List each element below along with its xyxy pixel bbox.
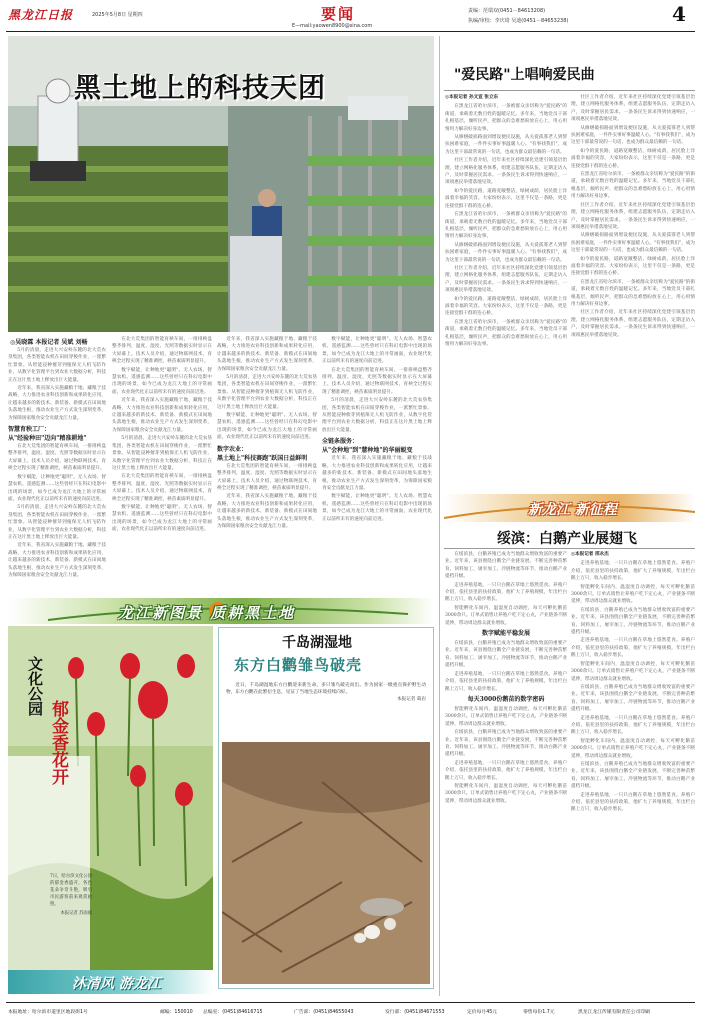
right-paragraph: 从修缮破损路面到增设便民设施，从关爱孤寡老人到帮扶困难家庭，一件件实事好事温暖人心。"有事找我们"，成为这里干部最常说的一句话，也成为群众最信赖的一句话。 <box>445 242 567 263</box>
suihua-paragraph: 智能孵化车间内，温湿度自动调控，每天可孵化鹅苗3000余只。订单式销售让养殖户吃下定心丸，产业链条不断延伸，带动周边群众就业增收。 <box>571 584 695 605</box>
suihua-paragraph: 智能孵化车间内，温湿度自动调控，每天可孵化鹅苗3000余只。订单式销售让养殖户吃下定心丸，产业链条不断延伸，带动周边群众就业增收。 <box>445 783 567 804</box>
suihua-paragraph: 走进养殖基地，一只只白鹅在草地上悠然觅食。养殖户介绍，依托县里的扶持政策，他扩大了养殖规模，年出栏白鹅上万只，收入稳步增长。 <box>445 582 567 603</box>
suihua-paragraph: 在绥滨县，白鹅养殖已成为当地群众增收致富的重要产业。近年来，该县围绕白鹅全产业链发展，不断完善种苗繁育、饲料加工、屠宰加工、冷链物流等环节，推动白鹅产业提档升级。 <box>571 607 695 636</box>
stork-photo-image <box>222 742 430 984</box>
lead-col-4 <box>322 336 432 595</box>
column-divider <box>439 36 440 996</box>
lead-paragraph: 在北大荒集团的智能育秧车间，一排排秧盘整齐排列，温度、湿度、光照等数据实时显示在大屏幕上。技术人员介绍，通过物联网技术，育秧全过程实现了精准调控，秧苗素质明显提升。 <box>112 474 212 502</box>
right-paragraph: 社区工作者介绍，近年来社区持续深化党建引领基层治理，建立网格化服务体系，组建志愿服务队伍，定期走访入户，及时掌握居民需求。一条条民生诉求得到快速响应，一项项惠民举措落地见效。 <box>571 202 695 230</box>
right-title-rule <box>444 90 695 91</box>
footer-address: 本报地址：哈尔滨市道里区地段街1号 <box>8 1010 88 1015</box>
lead-subhead: 从"会种地"到"慧种地"的华丽蜕变 <box>322 447 413 455</box>
right-byline: ◎本报记者 孙文宣 张立东 <box>445 95 499 100</box>
lead-subhead: 全链条服务： <box>322 438 359 446</box>
page-number: 4 <box>672 2 686 26</box>
lead-paragraph: 在北大荒集团的智能育秧车间，一排排秧盘整齐排列，温度、湿度、光照等数据实时显示在大屏幕上。技术人员介绍，通过物联网技术，育秧全过程实现了精准调控，秧苗素质明显提升。 <box>322 367 432 395</box>
right-paragraph: 社区工作者介绍，近年来社区持续深化党建引领基层治理，建立网格化服务体系，组建志愿服务队伍，定期走访入户，及时掌握居民需求。一条条民生诉求得到快速响应，一项项惠民举措落地见效。 <box>571 95 695 123</box>
black-soil-banner <box>8 598 434 624</box>
lead-subhead: 从"经验种田"迈向"精准耕地" <box>8 435 87 443</box>
suihua-paragraph: 走进养殖基地，一只只白鹅在草地上悠然觅食。养殖户介绍，依托县里的扶持政策，他扩大了养殖规模，年出栏白鹅上万只，收入稳步增长。 <box>445 760 567 781</box>
lake-credit: 本报记者 葛岩 <box>396 697 426 703</box>
footer-printer: 黑龙江龙江传媒有限责任公司印刷 <box>578 1010 650 1015</box>
stork-photo <box>222 742 430 984</box>
suihua-paragraph: 走进养殖基地，一只只白鹅在草地上悠然觅食。养殖户介绍，依托县里的扶持政策，他扩大了养殖规模，年出栏白鹅上万只，收入稳步增长。 <box>571 638 695 659</box>
lead-paragraph: 数字赋能，让种地更"聪明"。无人农场、智慧农机、遥感监测……这些曾经只在科幻电影中出现的场景，如今已成为龙江大地上的寻常画面，农业现代化正以前所未有的速度向前迈进。 <box>112 504 212 533</box>
flower-caption-box <box>50 873 92 973</box>
lead-paragraph: 5月的清晨，走进大兴安岭东麓的北大荒农垦集团，各类智能农机在田间穿梭作业，一派繁忙景象。从智能浸种催芽到植保无人机飞防作业，从数字化管理平台到农业大数据分析，科技正在这片黑土地上释放出巨大能量。 <box>8 348 106 383</box>
lead-paragraph: 5月的清晨，走进大兴安岭东麓的北大荒农垦集团，各类智能农机在田间穿梭作业，一派繁忙景象。从智能浸种催芽到植保无人机飞防作业，从数字化管理平台到农业大数据分析，科技正在这片黑土地上释放出巨大能量。 <box>112 436 212 471</box>
right-article-title: "爱民路"上唱响爱民曲 <box>454 67 595 83</box>
new-journey-banner <box>444 494 695 522</box>
footer <box>8 1008 695 1018</box>
suihua-paragraph: 在绥滨县，白鹅养殖已成为当地群众增收致富的重要产业。近年来，该县围绕白鹅全产业链发展，不断完善种苗繁育、饲料加工、屠宰加工、冷链物流等环节，推动白鹅产业提档升级。 <box>571 684 695 713</box>
right-col-2 <box>571 94 695 490</box>
lead-col-1 <box>8 347 106 595</box>
right-paragraph: 从修缮破损路面到增设便民设施，从关爱孤寡老人到帮扶困难家庭，一件件实事好事温暖人心。"有事找我们"，成为这里干部最常说的一句话，也成为群众最信赖的一句话。 <box>571 233 695 254</box>
lead-col-3 <box>217 336 317 595</box>
right-paragraph: 在黑龙江省哈尔滨市，一条被群众亲切称为"爱民路"的街道，承载着无数百姓的温暖记忆。多年来，当地党员干部扎根基层，倾听民声，把群众的急难愁盼放在心上，用心用情用力解决好身边事。 <box>445 212 567 240</box>
travel-banner <box>8 970 213 994</box>
suihua-paragraph: 智能孵化车间内，温湿度自动调控，每天可孵化鹅苗3000余只。订单式销售让养殖户吃下定心丸，产业链条不断延伸，带动周边群众就业增收。 <box>445 706 567 727</box>
suihua-paragraph: 在绥滨县，白鹅养殖已成为当地群众增收致富的重要产业。近年来，该县围绕白鹅全产业链发展，不断完善种苗繁育、饲料加工、屠宰加工、冷链物流等环节，推动白鹅产业提档升级。 <box>445 552 567 580</box>
footer-price: 定价每月45元 <box>467 1010 498 1015</box>
lead-paragraph: 数字赋能，让种地更"聪明"。无人农场、智慧农机、遥感监测……这些曾经只在科幻电影中出现的场景，如今已成为龙江大地上的寻常画面，农业现代化正以前所未有的速度向前迈进。 <box>8 474 106 502</box>
right-paragraph: 如今的爱民路，道路宽敞整洁，绿树成荫，居民脸上洋溢着幸福的笑容。大家纷纷表示，这里不仅是一条路，更是连接党群干群的连心桥。 <box>445 296 567 317</box>
right-paragraph: 在黑龙江省哈尔滨市，一条被群众亲切称为"爱民路"的街道，承载着无数百姓的温暖记忆。多年来，当地党员干部扎根基层，倾听民声，把群众的急难愁盼放在心上，用心用情用力解决好身边事。 <box>445 319 567 347</box>
suihua-paragraph: 智能孵化车间内，温湿度自动调控，每天可孵化鹅苗3000余只。订单式销售让养殖户吃下定心丸，产业链条不断延伸，带动周边群众就业增收。 <box>571 738 695 759</box>
right-paragraph: 如今的爱民路，道路宽敞整洁，绿树成荫，居民脸上洋溢着幸福的笑容。大家纷纷表示，这里不仅是一条路，更是连接党群干群的连心桥。 <box>445 188 567 209</box>
editor-line: 责编：范瑞双(0451－84613208) <box>468 8 546 14</box>
suihua-subhead: 数字赋能平稳发展 <box>481 630 530 638</box>
suihua-title: 绥滨：白鹅产业展翅飞 <box>497 531 637 547</box>
right-paragraph: 社区工作者介绍，近年来社区持续深化党建引领基层治理，建立网格化服务体系，组建志愿服务队伍，定期走访入户，及时掌握居民需求。一条条民生诉求得到快速响应，一项项惠民举措落地见效。 <box>445 158 567 186</box>
lead-paragraph: 数字赋能，让种地更"聪明"。无人农场、智慧农机、遥感监测……这些曾经只在科幻电影中出现的场景，如今已成为龙江大地上的寻常画面，农业现代化正以前所未有的速度向前迈进。 <box>322 337 432 365</box>
footer-ad: 广告部：(0451)84655043 <box>294 1010 354 1015</box>
lead-paragraph: 在北大荒集团的智能育秧车间，一排排秧盘整齐排列，温度、湿度、光照等数据实时显示在大屏幕上。技术人员介绍，通过物联网技术，育秧全过程实现了精准调控，秧苗素质明显提升。 <box>217 463 317 491</box>
lead-paragraph: 近年来，我省深入实施藏粮于地、藏粮于技战略，大力推进农业科技创新和成果转化应用，让越来越多的新技术、新装备、新模式在田间地头落地生根，推动农业生产方式发生深刻变革，为保障国家粮食安全贡献龙江力量。 <box>8 543 106 578</box>
suihua-paragraph: 走进养殖基地，一只只白鹅在草地上悠然觅食。养殖户介绍，依托县里的扶持政策，他扩大了养殖规模，年出栏白鹅上万只，收入稳步增长。 <box>571 792 695 813</box>
lake-subtitle: 东方白鹳雏鸟破壳 <box>234 656 363 674</box>
suihua-paragraph: 智能孵化车间内，温湿度自动调控，每天可孵化鹅苗3000余只。订单式销售让养殖户吃下定心丸，产业链条不断延伸，带动周边群众就业增收。 <box>445 605 567 626</box>
lead-paragraph: 近年来，我省深入实施藏粮于地、藏粮于技战略，大力推进农业科技创新和成果转化应用，让越来越多的新技术、新装备、新模式在田间地头落地生根，推动农业生产方式发生深刻变革，为保障国家粮食安全贡献龙江力量。 <box>322 456 432 491</box>
issue-date: 2025年5月8日 星期四 <box>92 12 143 18</box>
lead-paragraph: 5月的清晨，走进大兴安岭东麓的北大荒农垦集团，各类智能农机在田间穿梭作业，一派繁忙景象。从智能浸种催芽到植保无人机飞防作业，从数字化管理平台到农业大数据分析，科技正在这片黑土地上释放出巨大能量。 <box>217 375 317 410</box>
footer-office: 总编室：(0451)84616715 <box>203 1010 263 1015</box>
black-soil-banner-text: 龙江新图景 质耕黑土地 <box>118 604 296 622</box>
right-paragraph: 社区工作者介绍，近年来社区持续深化党建引领基层治理，建立网格化服务体系，组建志愿服务队伍，定期走访入户，及时掌握居民需求。一条条民生诉求得到快速响应，一项项惠民举措落地见效。 <box>445 265 567 294</box>
right-paragraph: 如今的爱民路，道路宽敞整洁，绿树成荫，居民脸上洋溢着幸福的笑容。大家纷纷表示，这里不仅是一条路，更是连接党群干群的连心桥。 <box>571 256 695 277</box>
lead-paragraph: 近年来，我省深入实施藏粮于地、藏粮于技战略，大力推进农业科技创新和成果转化应用，让越来越多的新技术、新装备、新模式在田间地头落地生根，推动农业生产方式发生深刻变革，为保障国家粮食安全贡献龙江力量。 <box>217 494 317 529</box>
lead-caption: ◎吴晓霖 本报记者 吴斌 刘畅 <box>10 339 88 346</box>
flower-title: 文化公园 <box>26 656 44 716</box>
right-col-1 <box>445 94 567 490</box>
right-paragraph: 从修缮破损路面到增设便民设施，从关爱孤寡老人到帮扶困难家庭，一件件实事好事温暖人心。"有事找我们"，成为这里干部最常说的一句话，也成为群众最信赖的一句话。 <box>445 135 567 155</box>
lead-paragraph: 近年来，我省深入实施藏粮于地、藏粮于技战略，大力推进农业科技创新和成果转化应用，让越来越多的新技术、新装备、新模式在田间地头落地生根，推动农业生产方式发生深刻变革，为保障国家粮食安全贡献龙江力量。 <box>8 386 106 421</box>
suihua-title-rule <box>444 548 695 549</box>
suihua-paragraph: 走进养殖基地，一只只白鹅在草地上悠然觅食。养殖户介绍，依托县里的扶持政策，他扩大了养殖规模，年出栏白鹅上万只，收入稳步增长。 <box>571 715 695 736</box>
lead-paragraph: 数字赋能，让种地更"聪明"。无人农场、智慧农机、遥感监测……这些曾经只在科幻电影中出现的场景，如今已成为龙江大地上的寻常画面，农业现代化正以前所未有的速度向前迈进。 <box>322 494 432 522</box>
lake-caption: 近日，千岛湖湿地东方白鹳迎来新生命，多只雏鸟破壳而出。作为国家一级重点保护野生动物，东方白鹳在此繁衍生息，见证了当地生态环境持续向好。 <box>226 683 426 696</box>
footer-postcode: 邮编：150010 <box>160 1010 193 1015</box>
proof-line: 执编/审校：李庆琦 吴迪(0451－84653238) <box>468 18 569 24</box>
section-title: 要闻 <box>321 5 356 23</box>
lead-subhead: 数字农业： <box>217 445 248 453</box>
lead-paragraph: 5月的清晨，走进大兴安岭东麓的北大荒农垦集团，各类智能农机在田间穿梭作业，一派繁忙景象。从智能浸种催芽到植保无人机飞防作业，从数字化管理平台到农业大数据分析，科技正在这片黑土地上释放出巨大能量。 <box>8 505 106 540</box>
suihua-paragraph: 走进养殖基地，一只只白鹅在草地上悠然觅食。养殖户介绍，依托县里的扶持政策，他扩大了养殖规模，年出栏白鹅上万只，收入稳步增长。 <box>571 561 695 582</box>
suihua-subhead: 每天3000份鹅苗的数字密码 <box>467 695 545 703</box>
suihua-paragraph: 走进养殖基地，一只只白鹅在草地上悠然觅食。养殖户介绍，依托县里的扶持政策，他扩大了养殖规模，年出栏白鹅上万只，收入稳步增长。 <box>445 671 567 692</box>
right-paragraph: 在黑龙江省哈尔滨市，一条被群众亲切称为"爱民路"的街道，承载着无数百姓的温暖记忆。多年来，当地党员干部扎根基层，倾听民声，把群众的急难愁盼放在心上，用心用情用力解决好身边事。 <box>571 172 695 200</box>
flower-subtitle: 郁金香花开 <box>48 700 68 785</box>
lead-subhead: 黑土地上"科技赛跑"跃国日益鲜明 <box>217 454 308 462</box>
lead-paragraph: 在北大荒集团的智能育秧车间，一排排秧盘整齐排列，温度、湿度、光照等数据实时显示在大屏幕上。技术人员介绍，通过物联网技术，育秧全过程实现了精准调控，秧苗素质明显提升。 <box>112 337 212 365</box>
travel-banner-text: 沐清风 游龙江 <box>72 976 161 992</box>
lake-title: 千岛湖湿地 <box>282 635 352 651</box>
flower-caption: 7日，哈尔滨文化公园的郁金香盛开，各色花朵争奇斗艳，吸引市民游客前来观赏拍照。 <box>50 874 92 907</box>
newspaper-logo: 黑龙江日报 <box>8 8 74 22</box>
lead-paragraph: 近年来，我省深入实施藏粮于地、藏粮于技战略，大力推进农业科技创新和成果转化应用，让越来越多的新技术、新装备、新模式在田间地头落地生根，推动农业生产方式发生深刻变革，为保障国家粮食安全贡献龙江力量。 <box>112 398 212 433</box>
footer-retail: 零售每份1.7元 <box>523 1010 555 1015</box>
masthead-rule <box>6 31 695 32</box>
suihua-col-1 <box>445 551 567 993</box>
right-paragraph: 如今的爱民路，道路宽敞整洁，绿树成荫，居民脸上洋溢着幸福的笑容。大家纷纷表示，这里不仅是一条路，更是连接党群干群的连心桥。 <box>571 148 695 169</box>
lead-paragraph: 5月的清晨，走进大兴安岭东麓的北大荒农垦集团，各类智能农机在田间穿梭作业，一派繁忙景象。从智能浸种催芽到植保无人机飞防作业，从数字化管理平台到农业大数据分析，科技正在这片黑土地上释放出巨大能量。 <box>322 398 432 433</box>
lake-caption-box <box>226 682 426 740</box>
footer-distribution: 发行部：(0451)84671553 <box>385 1010 445 1015</box>
suihua-byline: ◎本报记者 邢永杰 <box>571 552 609 557</box>
suihua-paragraph: 智能孵化车间内，温湿度自动调控，每天可孵化鹅苗3000余只。订单式销售让养殖户吃下定心丸，产业链条不断延伸，带动周边群众就业增收。 <box>571 661 695 682</box>
lead-paragraph: 近年来，我省深入实施藏粮于地、藏粮于技战略，大力推进农业科技创新和成果转化应用，让越来越多的新技术、新装备、新模式在田间地头落地生根，推动农业生产方式发生深刻变革，为保障国家粮食安全贡献龙江力量。 <box>217 337 317 372</box>
right-paragraph: 社区工作者介绍，近年来社区持续深化党建引领基层治理，建立网格化服务体系，组建志愿服务队伍，定期走访入户，及时掌握居民需求。一条条民生诉求得到快速响应，一项项惠民举措落地见效。 <box>571 310 695 338</box>
suihua-paragraph: 在绥滨县，白鹅养殖已成为当地群众增收致富的重要产业。近年来，该县围绕白鹅全产业链发展，不断完善种苗繁育、饲料加工、屠宰加工、冷链物流等环节，推动白鹅产业提档升级。 <box>571 761 695 790</box>
lead-col-2 <box>112 336 212 595</box>
lead-subhead: 智慧育秧工厂： <box>8 426 51 434</box>
right-paragraph: 在黑龙江省哈尔滨市，一条被群众亲切称为"爱民路"的街道，承载着无数百姓的温暖记忆。多年来，当地党员干部扎根基层，倾听民声，把群众的急难愁盼放在心上，用心用情用力解决好身边事。 <box>571 279 695 307</box>
suihua-paragraph: 在绥滨县，白鹅养殖已成为当地群众增收致富的重要产业。近年来，该县围绕白鹅全产业链发展，不断完善种苗繁育、饲料加工、屠宰加工、冷链物流等环节，推动白鹅产业提档升级。 <box>445 641 567 669</box>
right-paragraph: 从修缮破损路面到增设便民设施，从关爱孤寡老人到帮扶困难家庭，一件件实事好事温暖人心。"有事找我们"，成为这里干部最常说的一句话，也成为群众最信赖的一句话。 <box>571 125 695 146</box>
lead-paragraph: 数字赋能，让种地更"聪明"。无人农场、智慧农机、遥感监测……这些曾经只在科幻电影中出现的场景，如今已成为龙江大地上的寻常画面，农业现代化正以前所未有的速度向前迈进。 <box>217 413 317 441</box>
suihua-col-2 <box>571 551 695 993</box>
right-paragraph: 在黑龙江省哈尔滨市，一条被群众亲切称为"爱民路"的街道，承载着无数百姓的温暖记忆。多年来，当地党员干部扎根基层，倾听民声，把群众的急难愁盼放在心上，用心用情用力解决好身边事。 <box>445 104 567 132</box>
lead-title: 黑土地上的科技天团 <box>74 73 326 104</box>
flower-credit: 本报记者 苏雨福 <box>60 911 92 916</box>
lead-paragraph: 在北大荒集团的智能育秧车间，一排排秧盘整齐排列，温度、湿度、光照等数据实时显示在大屏幕上。技术人员介绍，通过物联网技术，育秧全过程实现了精准调控，秧苗素质明显提升。 <box>8 444 106 472</box>
suihua-paragraph: 在绥滨县，白鹅养殖已成为当地群众增收致富的重要产业。近年来，该县围绕白鹅全产业链发展，不断完善种苗繁育、饲料加工、屠宰加工、冷链物流等环节，推动白鹅产业提档升级。 <box>445 730 567 758</box>
new-journey-banner-text: 新龙江 新征程 <box>528 502 617 518</box>
section-email: E—mail:yaowen8900@sina.com <box>292 23 373 29</box>
footer-rule <box>6 1002 695 1003</box>
lead-paragraph: 数字赋能，让种地更"聪明"。无人农场、智慧农机、遥感监测……这些曾经只在科幻电影中出现的场景，如今已成为龙江大地上的寻常画面，农业现代化正以前所未有的速度向前迈进。 <box>112 367 212 395</box>
